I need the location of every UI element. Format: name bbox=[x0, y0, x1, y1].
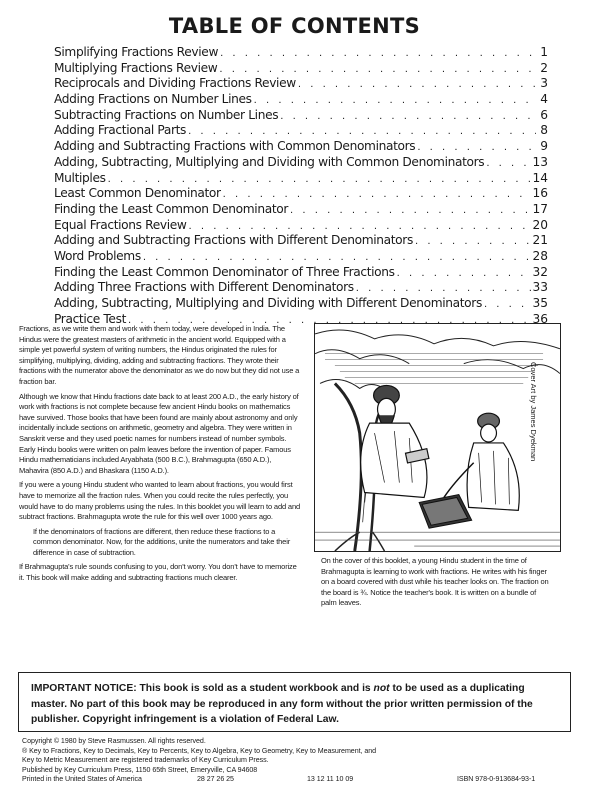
toc-entry bbox=[54, 61, 548, 77]
toc-entry-title: Adding and Subtracting Fractions with Common Denominators bbox=[54, 139, 416, 154]
toc-leader-dots bbox=[484, 156, 532, 172]
printed-in: Printed in the United States of America bbox=[22, 775, 142, 783]
toc-entry-title: Equal Fractions Review bbox=[54, 217, 187, 232]
toc-entry bbox=[54, 108, 548, 124]
toc-entry-title: Multiples bbox=[54, 170, 106, 185]
footer-line: ® Key to Fractions, Key to Decimals, Key to Percents, Key to Algebra, Key to Geometry, Key to Measurement, and bbox=[22, 746, 377, 755]
toc-page-number: 4 bbox=[540, 92, 548, 107]
toc-entry-title: Adding, Subtracting, Multiplying and Dividing with Different Denominators bbox=[54, 296, 482, 310]
toc-entry bbox=[54, 265, 548, 281]
toc-entry bbox=[54, 171, 548, 187]
toc-page-number: 16 bbox=[532, 186, 548, 201]
toc-leader-dots bbox=[252, 93, 536, 109]
toc-page-number: 1 bbox=[540, 45, 548, 59]
toc-page-number: 13 bbox=[532, 154, 548, 169]
toc-page-number: 17 bbox=[532, 201, 548, 216]
toc-page-number: 28 bbox=[532, 248, 548, 263]
toc-entry-title: Adding, Subtracting, Multiplying and Dividing with Common Denominators bbox=[54, 154, 485, 169]
toc-leader-dots bbox=[217, 62, 536, 78]
toc-entry-title: Reciprocals and Dividing Fractions Review bbox=[54, 76, 296, 91]
intro-paragraph: If you were a young Hindu student who wanted to learn about fractions, you would first have to memorize all the fraction rules. When you could recite the rules perfectly, you would have to do many problems using the rules. In this booklet you will learn to add and subtract fractions. Brahmagupta wrote the rule for this well over 1000 years ago. bbox=[19, 480, 300, 522]
important-notice bbox=[18, 672, 571, 732]
toc-entry bbox=[54, 76, 548, 92]
toc-page-number: 2 bbox=[540, 60, 548, 75]
toc-entry bbox=[54, 139, 548, 155]
toc-entry-title: Multiplying Fractions Review bbox=[54, 60, 218, 75]
toc-entry bbox=[54, 280, 548, 296]
footer-line: Key to Metric Measurement are registered trademarks of Key Curriculum Press. bbox=[22, 756, 269, 764]
intro-paragraph: If Brahmagupta's rule sounds confusing to you, don't worry. You don't have to memorize it. This book will make adding and subtracting fractions much clearer. bbox=[19, 562, 297, 583]
footer-line: Published by Key Curriculum Press, 1150 65th Street, Emeryville, CA 94608 bbox=[22, 765, 258, 774]
toc-leader-dots bbox=[395, 266, 533, 282]
table-of-contents bbox=[54, 45, 548, 327]
toc-entry bbox=[54, 218, 548, 234]
notice-lead: IMPORTANT NOTICE: bbox=[31, 683, 137, 694]
toc-entry bbox=[54, 233, 548, 249]
intro-text bbox=[19, 324, 302, 588]
toc-page-number: 33 bbox=[532, 280, 548, 295]
toc-page-number: 9 bbox=[540, 139, 548, 154]
notice-text: This book is sold as a student workbook and is bbox=[139, 683, 371, 694]
toc-entry bbox=[54, 186, 548, 202]
intro-paragraph: Although we know that Hindu fractions date back to at least 200 A.D., the early history of work with fractions is not complete because few ancient Hindu books on mathematics have survived. Those books that have been found are mainly about astronomy and only incidentally include sections on arithmetic, geometry and algebra. They were written in Sanskrit verse and they used poetic names for numbers instead of number symbols. Early Hindu books were written on palm leaves before the invention of paper. Famous Hindu mathematicians included Aryabhata (500 B.C.), Brahmagupta (650 A.D.), Mahavira (850 A.D.) and Bhaskara (1150 A.D.). bbox=[19, 391, 299, 475]
footer-line: Copyright © 1980 by Steve Rasmussen. All rights reserved. bbox=[22, 737, 206, 745]
toc-leader-dots bbox=[278, 109, 536, 125]
toc-entry-title: Subtracting Fractions on Number Lines bbox=[54, 107, 279, 122]
cover-art-credit: Cover Art by James Dyekman bbox=[529, 362, 538, 462]
toc-leader-dots bbox=[415, 140, 536, 156]
toc-entry-title: Adding Fractional Parts bbox=[54, 123, 187, 138]
toc-entry-title: Least Common Denominator bbox=[54, 186, 221, 201]
copyright-footer bbox=[22, 737, 572, 785]
toc-page-number: 20 bbox=[532, 217, 548, 232]
toc-entry bbox=[54, 249, 548, 265]
toc-leader-dots bbox=[186, 124, 536, 140]
toc-leader-dots bbox=[187, 219, 533, 235]
toc-leader-dots bbox=[141, 250, 533, 266]
toc-entry bbox=[54, 296, 548, 312]
toc-entry-title: Finding the Least Common Denominator of Three Fractions bbox=[54, 264, 395, 279]
toc-entry bbox=[54, 45, 548, 61]
toc-leader-dots bbox=[218, 46, 536, 62]
toc-leader-dots bbox=[221, 187, 533, 203]
toc-page-number: 8 bbox=[540, 123, 548, 138]
toc-entry-title: Practice Test bbox=[54, 311, 127, 326]
toc-entry bbox=[54, 202, 548, 218]
toc-leader-dots bbox=[413, 234, 533, 250]
toc-entry-title: Adding and Subtracting Fractions with Different Denominators bbox=[54, 233, 413, 248]
toc-entry bbox=[54, 123, 548, 139]
toc-page-number: 21 bbox=[532, 233, 548, 248]
toc-page-number: 32 bbox=[532, 264, 548, 279]
toc-page-number: 6 bbox=[540, 107, 548, 122]
toc-page-number: 36 bbox=[532, 311, 548, 326]
cover-illustration bbox=[314, 323, 561, 552]
toc-entry-title: Simplifying Fractions Review bbox=[54, 45, 219, 59]
toc-leader-dots bbox=[354, 281, 533, 297]
print-numbers: 13 12 11 10 09 bbox=[307, 775, 354, 783]
page-title: TABLE OF CONTENTS bbox=[168, 14, 421, 38]
brahmagupta-rule: If the denominators of fractions are different, then reduce these fractions to a common denominator. Now, for the additions, unite the numerators and take their difference in case of subtraction. bbox=[33, 526, 291, 557]
toc-entry-title: Adding Three Fractions with Different Denominators bbox=[54, 280, 354, 295]
cover-art-drawing bbox=[315, 324, 560, 551]
toc-leader-dots bbox=[106, 172, 533, 188]
toc-entry-title: Word Problems bbox=[54, 248, 141, 263]
print-numbers: 28 27 26 25 bbox=[197, 775, 234, 783]
toc-leader-dots bbox=[288, 203, 532, 219]
toc-entry bbox=[54, 92, 548, 108]
intro-paragraph: Fractions, as we write them and work with them today, were developed in India. The Hindus were the greatest masters of arithmetic in the ancient world. Equipped with a simple yet powerful system of writing numbers, the Hindus originated the rules for simplifying, multiplying, dividing, adding and subtracting fractions. They wrote their fractions with the numerator above the denominator as we do now but they did not use a fraction bar. bbox=[19, 324, 300, 386]
notice-text: to be used as a duplicating master. No part of this book may be reproduced in any form without the prior written permission of the publisher. Copyright infringement is a violation of Federal Law. bbox=[31, 683, 533, 726]
notice-emphasis: not bbox=[373, 683, 390, 694]
toc-entry bbox=[54, 155, 548, 171]
toc-entry-title: Adding Fractions on Number Lines bbox=[54, 92, 252, 107]
toc-page-number: 14 bbox=[532, 170, 548, 185]
toc-leader-dots bbox=[482, 297, 533, 313]
toc-entry-title: Finding the Least Common Denominator bbox=[54, 201, 289, 216]
toc-page-number: 35 bbox=[532, 296, 548, 310]
cover-caption: On the cover of this booklet, a young Hindu student in the time of Brahmagupta is learning to work with fractions. He writes with his finger on a board covered with dust while his teacher looks on. The fraction on the board is ¾. Notice the teacher's book. It is written on a bundle of palm leaves. bbox=[321, 556, 549, 608]
print-line bbox=[22, 775, 572, 785]
toc-page-number: 3 bbox=[540, 76, 548, 91]
toc-leader-dots bbox=[296, 77, 536, 93]
isbn: ISBN 978-0-913684-93-1 bbox=[457, 775, 536, 783]
